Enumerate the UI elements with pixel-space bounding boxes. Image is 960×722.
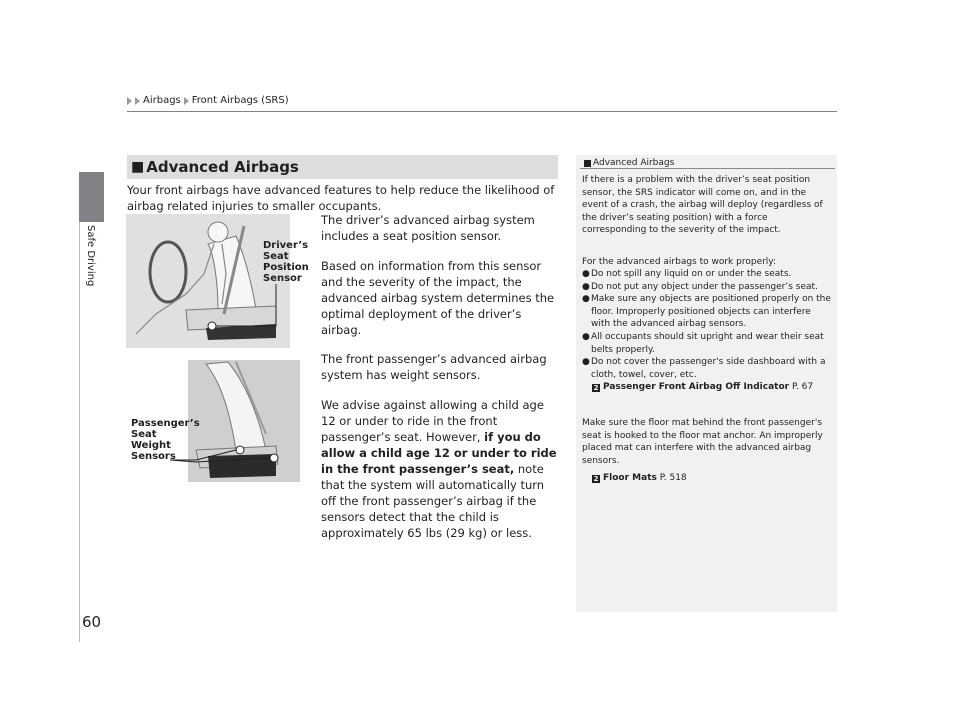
- bullet-icon: ●: [582, 281, 590, 292]
- bullet-text: Do not put any object under the passenger’s seat.: [591, 281, 818, 292]
- child-warning-text-c: note that the system will automatically turn off the front passenger’s airbag if the sensors detect that the child is approximately 65 lbs (29 kg) or less.: [321, 462, 545, 540]
- reference-label: Passenger Front Airbag Off Indicator: [603, 382, 790, 393]
- breadcrumb-arrow-icon: [184, 97, 189, 105]
- list-item: [582, 331, 832, 356]
- intro-paragraph: Your front airbags have advanced features to help reduce the likelihood of airbag related injuries to smaller occupants.: [127, 183, 555, 213]
- breadcrumb-arrow-icon: [135, 97, 140, 105]
- chapter-label: Safe Driving: [85, 225, 96, 287]
- passenger-system-paragraph: The front passenger’s advanced airbag system has weight sensors.: [321, 352, 547, 382]
- bullet-icon: ●: [582, 294, 590, 305]
- list-item: [582, 293, 832, 331]
- note-icon: [584, 160, 591, 167]
- sidebar-bullet-list: [582, 268, 832, 394]
- sidebar-floor-mat-paragraph: Make sure the floor mat behind the front passenger's seat is hooked to the floor mat anchor. An improperly placed mat can interfere with the advanced airbag sensors.: [582, 418, 823, 466]
- sidebar-title: [584, 158, 674, 168]
- weight-sensor-marker: [270, 454, 278, 462]
- list-item: [582, 281, 832, 294]
- bullet-text: All occupants should sit upright and wear their seat belts properly.: [591, 331, 824, 355]
- label-line: Position: [263, 262, 309, 273]
- breadcrumb: [127, 95, 289, 106]
- passenger-sensor-label: [131, 418, 200, 462]
- sensor-info-paragraph: Based on information from this sensor and the severity of the impact, the advanced airbag system determines the optimal deployment of the driver’s airbag.: [321, 259, 555, 337]
- occupant-head-shape: [208, 222, 228, 242]
- sidebar-paragraph: If there is a problem with the driver’s seat position sensor, the SRS indicator will come on, and in the event of a crash, the airbag will deploy (regardless of the driver’s seating position) with a force corresponding to the severity of the impact.: [582, 175, 823, 236]
- section-marker: ■: [131, 159, 145, 175]
- breadcrumb-arrow-icon: [127, 97, 132, 105]
- cross-reference-link[interactable]: [582, 381, 832, 394]
- reference-arrow-icon: 2: [593, 384, 599, 393]
- reference-page: P. 518: [656, 473, 687, 483]
- sidebar-rule: [580, 168, 835, 169]
- label-line: Driver’s: [263, 240, 309, 251]
- list-item: [582, 268, 832, 281]
- seat-frame-shape: [208, 454, 276, 478]
- child-warning-text-a: We advise against allowing a child age 12 or under to ride in the front passenger’s seat. However,: [321, 398, 544, 444]
- reference-page: P. 67: [789, 382, 814, 393]
- bullet-icon: ●: [582, 331, 590, 342]
- bullet-icon: ●: [582, 357, 590, 368]
- cross-reference-link[interactable]: [592, 472, 832, 485]
- label-line: Weight: [131, 440, 171, 451]
- child-warning-text-bold: if you do allow a child age 12 or under to ride in the front passenger’s seat,: [321, 430, 557, 476]
- bullet-text: Do not spill any liquid on or under the seats.: [591, 269, 792, 279]
- list-item: [582, 356, 832, 381]
- bullet-text: Make sure any objects are positioned properly on the floor. Improperly positioned objects can interfere with the advanced airbag sensors.: [591, 294, 831, 330]
- bullet-icon: ●: [582, 269, 590, 279]
- breadcrumb-item[interactable]: Front Airbags (SRS): [191, 95, 289, 106]
- label-line: Passenger’s: [131, 418, 200, 429]
- sensor-marker: [208, 322, 216, 330]
- breadcrumb-item[interactable]: Airbags: [143, 95, 181, 106]
- page-number: 60: [82, 613, 102, 631]
- section-heading-text: Advanced Airbags: [146, 158, 299, 176]
- label-line: Seat: [263, 251, 289, 262]
- chapter-tab[interactable]: [79, 172, 104, 222]
- driver-sensor-label: [263, 240, 309, 284]
- label-line: Seat: [131, 429, 157, 440]
- bullet-text: Do not cover the passenger's side dashboard with a cloth, towel, cover, etc.: [591, 357, 826, 380]
- weight-sensor-marker: [236, 446, 244, 454]
- driver-system-paragraph: The driver’s advanced airbag system includes a seat position sensor.: [321, 213, 535, 243]
- child-warning-paragraph: [321, 397, 558, 541]
- header-rule: [127, 111, 837, 112]
- label-line: Sensors: [131, 451, 176, 462]
- sidebar-title-text: Advanced Airbags: [593, 158, 675, 168]
- reference-label: Floor Mats: [603, 473, 657, 483]
- sidebar-work-intro: For the advanced airbags to work properly:: [582, 257, 777, 267]
- label-line: Sensor: [263, 273, 302, 284]
- section-heading: [127, 155, 558, 179]
- reference-arrow-icon: 2: [593, 475, 599, 483]
